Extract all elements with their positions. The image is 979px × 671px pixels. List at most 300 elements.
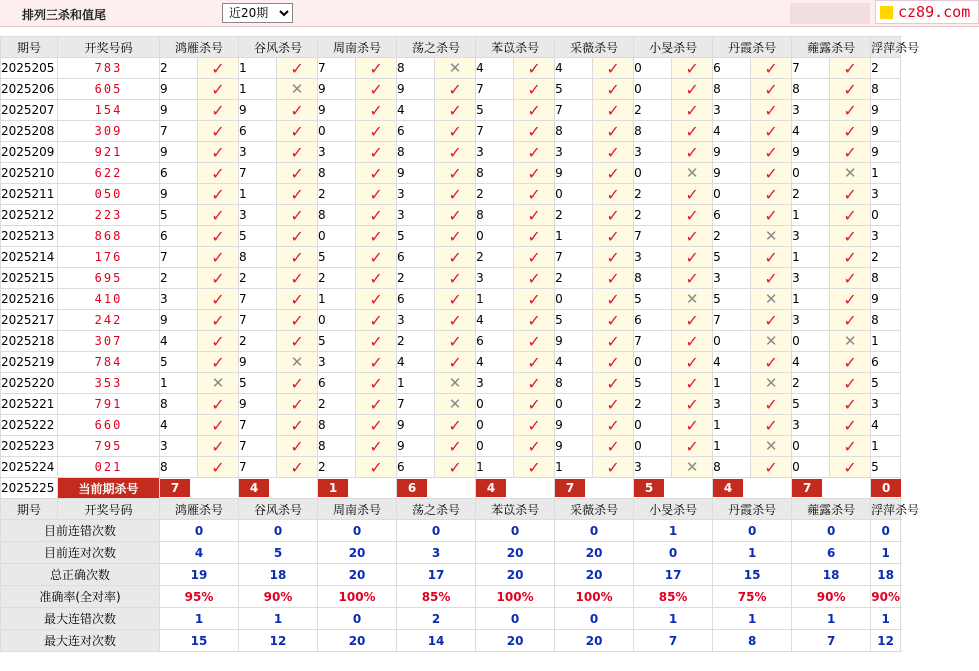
summary-label: 最大连对次数: [1, 630, 160, 652]
kill-number-cell: 7: [318, 58, 356, 79]
summary-row: [1, 586, 901, 608]
draw-number-cell: 791: [58, 394, 160, 415]
check-icon: ✓: [751, 394, 792, 415]
kill-number-cell: 9: [160, 100, 198, 121]
kill-number-cell: 7: [239, 163, 277, 184]
check-icon: ✓: [277, 100, 318, 121]
check-icon: ✓: [514, 268, 555, 289]
kill-number-cell: 7: [792, 58, 830, 79]
summary-value: 85%: [397, 586, 476, 608]
check-icon: ✓: [435, 121, 476, 142]
kill-number-cell: 2: [634, 100, 672, 121]
check-icon: ✓: [198, 247, 239, 268]
check-icon: ✓: [435, 100, 476, 121]
table-row: [1, 79, 901, 100]
kill-number-cell: 7: [555, 100, 593, 121]
kill-number-cell: 0: [476, 436, 514, 457]
table-row: [1, 205, 901, 226]
summary-label: 最大连错次数: [1, 608, 160, 630]
kill-number-cell: 1: [476, 289, 514, 310]
kill-number-cell: 4: [871, 415, 901, 436]
current-kill-cell: [239, 478, 318, 499]
summary-value: 7: [792, 630, 871, 652]
period-cell: 2025217: [1, 310, 58, 331]
summary-value: 15: [713, 564, 792, 586]
check-icon: ✓: [198, 58, 239, 79]
check-icon: ✓: [672, 100, 713, 121]
check-icon: ✓: [830, 184, 871, 205]
check-icon: ✓: [830, 247, 871, 268]
check-icon: ✓: [198, 310, 239, 331]
check-icon: ✓: [435, 331, 476, 352]
kill-number-cell: 9: [318, 100, 356, 121]
kill-number-cell: 0: [555, 184, 593, 205]
current-kill-badge: 4: [239, 479, 269, 497]
table-row: [1, 163, 901, 184]
top-bar-blank: [790, 3, 870, 24]
check-icon: ✓: [830, 373, 871, 394]
summary-value: 15: [160, 630, 239, 652]
check-icon: ✓: [514, 142, 555, 163]
kill-number-cell: 2: [318, 184, 356, 205]
kill-number-cell: 5: [634, 373, 672, 394]
table-row: [1, 247, 901, 268]
period-cell: 2025210: [1, 163, 58, 184]
kill-number-cell: 9: [239, 100, 277, 121]
kill-number-cell: 2: [397, 268, 435, 289]
period-cell: 2025212: [1, 205, 58, 226]
kill-number-cell: 0: [634, 352, 672, 373]
kill-number-cell: 2: [239, 268, 277, 289]
kill-number-cell: 0: [476, 226, 514, 247]
check-icon: ✓: [198, 121, 239, 142]
kill-number-cell: 2: [634, 394, 672, 415]
column-header: 鸿雁杀号: [160, 37, 239, 58]
kill-number-cell: 0: [792, 457, 830, 478]
kill-number-cell: 2: [318, 268, 356, 289]
kill-number-cell: 3: [476, 142, 514, 163]
current-kill-cell: [634, 478, 713, 499]
kill-number-cell: 3: [318, 352, 356, 373]
kill-number-cell: 4: [713, 121, 751, 142]
kill-number-cell: 7: [634, 331, 672, 352]
current-kill-badge: 5: [634, 479, 664, 497]
check-icon: ✓: [198, 436, 239, 457]
summary-row: [1, 520, 901, 542]
check-icon: ✓: [593, 121, 634, 142]
summary-value: 1: [713, 542, 792, 564]
kill-number-cell: 5: [555, 79, 593, 100]
draw-number-cell: 307: [58, 331, 160, 352]
kill-number-cell: 8: [239, 247, 277, 268]
check-icon: ✓: [198, 205, 239, 226]
check-icon: ✓: [751, 58, 792, 79]
check-icon: ✓: [435, 457, 476, 478]
period-cell: 2025222: [1, 415, 58, 436]
kill-number-cell: 8: [792, 79, 830, 100]
summary-value: 20: [318, 542, 397, 564]
kill-number-cell: 3: [239, 205, 277, 226]
kill-number-cell: 8: [318, 163, 356, 184]
check-icon: ✓: [198, 268, 239, 289]
summary-value: 0: [792, 520, 871, 542]
check-icon: ✓: [593, 79, 634, 100]
cross-icon: ✕: [435, 394, 476, 415]
kill-number-cell: 0: [476, 415, 514, 436]
summary-value: 75%: [713, 586, 792, 608]
current-kill-badge: 6: [397, 479, 427, 497]
check-icon: ✓: [514, 436, 555, 457]
kill-number-cell: 5: [239, 226, 277, 247]
check-icon: ✓: [435, 142, 476, 163]
kill-number-cell: 9: [713, 142, 751, 163]
check-icon: ✓: [356, 79, 397, 100]
kill-number-cell: 8: [871, 310, 901, 331]
check-icon: ✓: [514, 331, 555, 352]
cross-icon: ✕: [830, 331, 871, 352]
kill-number-cell: 3: [160, 436, 198, 457]
kill-number-cell: 3: [792, 100, 830, 121]
kill-number-cell: 2: [792, 373, 830, 394]
kill-number-cell: 5: [318, 331, 356, 352]
summary-value: 3: [397, 542, 476, 564]
check-icon: ✓: [277, 394, 318, 415]
cross-icon: ✕: [672, 163, 713, 184]
check-icon: ✓: [672, 394, 713, 415]
kill-number-cell: 8: [318, 415, 356, 436]
kill-number-cell: 3: [239, 142, 277, 163]
check-icon: ✓: [593, 415, 634, 436]
kill-number-cell: 6: [239, 121, 277, 142]
site-logo[interactable]: [875, 0, 979, 24]
kill-number-cell: 1: [713, 436, 751, 457]
kill-number-cell: 2: [160, 268, 198, 289]
column-header: 周南杀号: [318, 37, 397, 58]
summary-value: 14: [397, 630, 476, 652]
period-cell: 2025223: [1, 436, 58, 457]
check-icon: ✓: [672, 226, 713, 247]
column-header: 谷风杀号: [239, 499, 318, 520]
kill-number-cell: 5: [713, 247, 751, 268]
kill-number-cell: 1: [239, 79, 277, 100]
kill-number-cell: 1: [239, 184, 277, 205]
kill-number-cell: 0: [318, 226, 356, 247]
check-icon: ✓: [435, 247, 476, 268]
check-icon: ✓: [751, 100, 792, 121]
kill-number-cell: 8: [713, 457, 751, 478]
kill-number-cell: 6: [397, 121, 435, 142]
summary-value: 90%: [871, 586, 901, 608]
draw-number-cell: 309: [58, 121, 160, 142]
column-header: 荡之杀号: [397, 37, 476, 58]
check-icon: ✓: [277, 184, 318, 205]
kill-number-cell: 9: [160, 184, 198, 205]
summary-value: 12: [871, 630, 901, 652]
kill-number-cell: 4: [476, 352, 514, 373]
check-icon: ✓: [356, 184, 397, 205]
check-icon: ✓: [356, 268, 397, 289]
kill-number-cell: 8: [555, 121, 593, 142]
check-icon: ✓: [277, 58, 318, 79]
kill-number-cell: 9: [160, 79, 198, 100]
kill-number-cell: 1: [871, 436, 901, 457]
check-icon: ✓: [198, 100, 239, 121]
summary-value: 12: [239, 630, 318, 652]
kill-number-cell: 2: [871, 58, 901, 79]
check-icon: ✓: [198, 184, 239, 205]
period-cell: 2025216: [1, 289, 58, 310]
check-icon: ✓: [672, 415, 713, 436]
summary-value: 5: [239, 542, 318, 564]
check-icon: ✓: [830, 58, 871, 79]
kill-number-cell: 1: [713, 415, 751, 436]
check-icon: ✓: [672, 142, 713, 163]
kill-number-cell: 8: [555, 373, 593, 394]
period-range-select[interactable]: [222, 3, 293, 23]
kill-number-cell: 7: [555, 247, 593, 268]
column-header: 开奖号码: [58, 499, 160, 520]
check-icon: ✓: [672, 310, 713, 331]
period-cell: 2025215: [1, 268, 58, 289]
current-kill-label: 当前期杀号: [58, 478, 160, 499]
kill-number-cell: 3: [792, 226, 830, 247]
current-kill-badge: 7: [555, 479, 585, 497]
check-icon: ✓: [356, 331, 397, 352]
kill-number-cell: 0: [634, 58, 672, 79]
check-icon: ✓: [277, 121, 318, 142]
check-icon: ✓: [435, 436, 476, 457]
check-icon: ✓: [593, 331, 634, 352]
kill-number-cell: 0: [792, 331, 830, 352]
summary-value: 17: [634, 564, 713, 586]
current-kill-cell: [318, 478, 397, 499]
kill-number-cell: 3: [397, 310, 435, 331]
kill-number-cell: 4: [555, 352, 593, 373]
kill-number-cell: 2: [555, 205, 593, 226]
kill-number-cell: 3: [476, 373, 514, 394]
column-header: 鸿雁杀号: [160, 499, 239, 520]
table-header-row: [1, 37, 901, 58]
kill-number-cell: 0: [634, 415, 672, 436]
table-row: [1, 226, 901, 247]
kill-number-cell: 6: [871, 352, 901, 373]
check-icon: ✓: [593, 163, 634, 184]
kill-number-cell: 4: [476, 58, 514, 79]
period-cell: 2025211: [1, 184, 58, 205]
kill-number-cell: 2: [397, 331, 435, 352]
kill-number-cell: 9: [871, 142, 901, 163]
kill-number-cell: 9: [397, 79, 435, 100]
column-header: 期号: [1, 499, 58, 520]
period-cell: 2025225: [1, 478, 58, 499]
summary-value: 20: [476, 542, 555, 564]
summary-value: 19: [160, 564, 239, 586]
summary-value: 100%: [555, 586, 634, 608]
check-icon: ✓: [751, 121, 792, 142]
kill-number-cell: 8: [634, 121, 672, 142]
kill-number-cell: 7: [239, 289, 277, 310]
check-icon: ✓: [672, 247, 713, 268]
table-row: [1, 352, 901, 373]
kill-number-cell: 9: [555, 163, 593, 184]
kill-number-cell: 9: [160, 310, 198, 331]
kill-number-cell: 5: [160, 352, 198, 373]
column-header: 小旻杀号: [634, 499, 713, 520]
kill-number-cell: 3: [555, 142, 593, 163]
cross-icon: ✕: [751, 373, 792, 394]
kill-number-cell: 2: [634, 184, 672, 205]
current-kill-cell: [397, 478, 476, 499]
period-cell: 2025213: [1, 226, 58, 247]
check-icon: ✓: [514, 394, 555, 415]
column-header: 蕹露杀号: [792, 499, 871, 520]
summary-label: 总正确次数: [1, 564, 160, 586]
check-icon: ✓: [277, 289, 318, 310]
period-cell: 2025220: [1, 373, 58, 394]
draw-number-cell: 622: [58, 163, 160, 184]
kill-number-cell: 5: [792, 394, 830, 415]
check-icon: ✓: [751, 352, 792, 373]
check-icon: ✓: [356, 205, 397, 226]
table-row: [1, 310, 901, 331]
check-icon: ✓: [514, 205, 555, 226]
draw-number-cell: 921: [58, 142, 160, 163]
kill-number-cell: 2: [318, 457, 356, 478]
kill-number-cell: 2: [713, 226, 751, 247]
period-cell: 2025208: [1, 121, 58, 142]
kill-number-cell: 1: [160, 373, 198, 394]
kill-number-cell: 6: [713, 58, 751, 79]
current-kill-badge: 0: [871, 479, 901, 497]
current-kill-cell: [555, 478, 634, 499]
check-icon: ✓: [356, 247, 397, 268]
check-icon: ✓: [277, 226, 318, 247]
check-icon: ✓: [356, 415, 397, 436]
check-icon: ✓: [356, 394, 397, 415]
current-kill-badge: 4: [713, 479, 743, 497]
column-header: 浮萍杀号: [871, 499, 901, 520]
kill-number-cell: 2: [318, 394, 356, 415]
kill-number-cell: 8: [476, 163, 514, 184]
check-icon: ✓: [830, 205, 871, 226]
kill-number-cell: 2: [476, 247, 514, 268]
kill-number-cell: 5: [713, 289, 751, 310]
check-icon: ✓: [593, 247, 634, 268]
check-icon: ✓: [830, 100, 871, 121]
kill-number-cell: 1: [871, 331, 901, 352]
summary-value: 1: [713, 608, 792, 630]
kill-number-cell: 7: [160, 247, 198, 268]
summary-value: 100%: [476, 586, 555, 608]
logo-text: cz89.com: [898, 3, 971, 21]
column-header: 苯苡杀号: [476, 499, 555, 520]
current-kill-cell: [713, 478, 792, 499]
kill-number-cell: 3: [476, 268, 514, 289]
summary-value: 20: [476, 564, 555, 586]
column-header: 蕹露杀号: [792, 37, 871, 58]
kill-number-cell: 2: [239, 331, 277, 352]
check-icon: ✓: [751, 205, 792, 226]
kill-number-cell: 6: [318, 373, 356, 394]
kill-number-cell: 7: [634, 226, 672, 247]
column-header: 周南杀号: [318, 499, 397, 520]
check-icon: ✓: [830, 310, 871, 331]
kill-number-cell: 3: [634, 247, 672, 268]
summary-value: 100%: [318, 586, 397, 608]
period-cell: 2025206: [1, 79, 58, 100]
check-icon: ✓: [435, 226, 476, 247]
kill-number-cell: 9: [555, 331, 593, 352]
check-icon: ✓: [356, 373, 397, 394]
kill-number-cell: 4: [476, 310, 514, 331]
check-icon: ✓: [356, 457, 397, 478]
kill-number-cell: 7: [397, 394, 435, 415]
cross-icon: ✕: [435, 58, 476, 79]
table-row: [1, 184, 901, 205]
check-icon: ✓: [672, 58, 713, 79]
kill-number-cell: 6: [713, 205, 751, 226]
draw-number-cell: 154: [58, 100, 160, 121]
kill-number-cell: 9: [871, 100, 901, 121]
table-row: [1, 457, 901, 478]
kill-number-cell: 8: [397, 142, 435, 163]
check-icon: ✓: [514, 163, 555, 184]
period-cell: 2025224: [1, 457, 58, 478]
check-icon: ✓: [593, 205, 634, 226]
kill-number-cell: 0: [634, 79, 672, 100]
check-icon: ✓: [277, 373, 318, 394]
check-icon: ✓: [514, 415, 555, 436]
summary-value: 18: [792, 564, 871, 586]
check-icon: ✓: [593, 226, 634, 247]
check-icon: ✓: [830, 352, 871, 373]
check-icon: ✓: [830, 142, 871, 163]
kill-number-cell: 9: [318, 79, 356, 100]
current-kill-badge: 4: [476, 479, 506, 497]
kill-number-cell: 5: [476, 100, 514, 121]
summary-value: 0: [476, 520, 555, 542]
check-icon: ✓: [593, 268, 634, 289]
summary-value: 20: [555, 564, 634, 586]
kill-number-cell: 9: [555, 415, 593, 436]
summary-label: 准确率(全对率): [1, 586, 160, 608]
table-row: [1, 58, 901, 79]
summary-value: 7: [634, 630, 713, 652]
table-row: [1, 331, 901, 352]
check-icon: ✓: [356, 310, 397, 331]
kill-number-cell: 0: [792, 163, 830, 184]
kill-number-cell: 0: [634, 163, 672, 184]
check-icon: ✓: [356, 100, 397, 121]
kill-number-cell: 9: [871, 121, 901, 142]
kill-number-cell: 1: [397, 373, 435, 394]
kill-number-cell: 2: [160, 58, 198, 79]
check-icon: ✓: [198, 331, 239, 352]
summary-value: 20: [555, 542, 634, 564]
check-icon: ✓: [514, 121, 555, 142]
check-icon: ✓: [198, 457, 239, 478]
summary-value: 1: [634, 520, 713, 542]
kill-number-cell: 4: [160, 415, 198, 436]
draw-number-cell: 021: [58, 457, 160, 478]
kill-number-cell: 2: [555, 268, 593, 289]
check-icon: ✓: [198, 289, 239, 310]
kill-number-cell: 0: [871, 205, 901, 226]
current-kill-cell: [792, 478, 871, 499]
check-icon: ✓: [593, 436, 634, 457]
draw-number-cell: 353: [58, 373, 160, 394]
check-icon: ✓: [830, 79, 871, 100]
